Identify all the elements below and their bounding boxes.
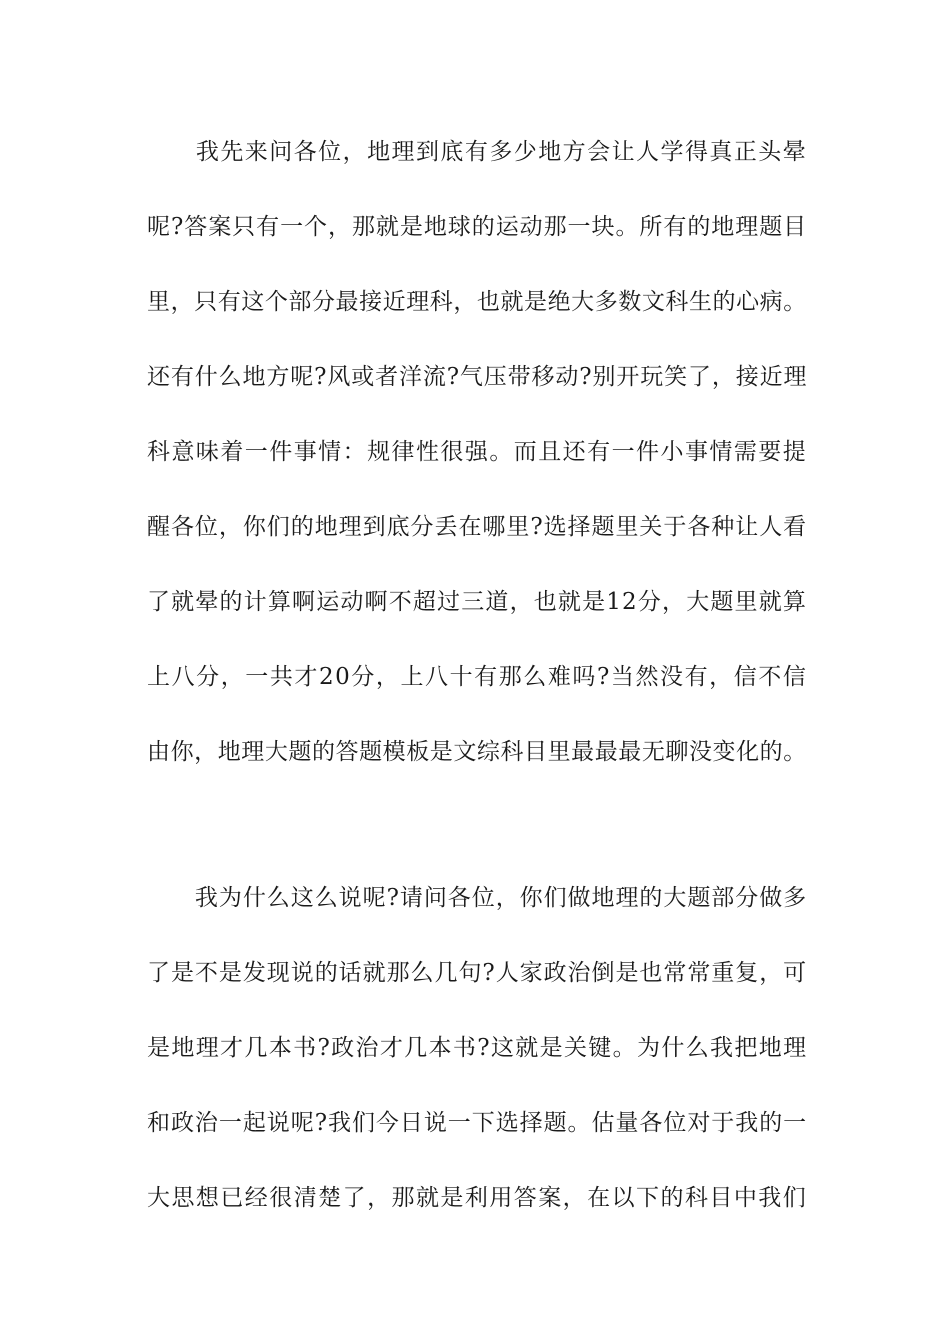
- text-line: 了就晕的计算啊运动啊不超过三道，也就是12分，大题里就算: [147, 589, 808, 615]
- text-line: 大思想已经很清楚了，那就是利用答案，在以下的科目中我们: [147, 1185, 808, 1211]
- text-line: 科意味着一件事情：规律性很强。而且还有一件小事情需要提: [147, 439, 808, 465]
- text-line: 我为什么这么说呢?请问各位，你们做地理的大题部分做多: [147, 885, 808, 911]
- text-line: 我先来问各位，地理到底有多少地方会让人学得真正头晕: [147, 139, 808, 165]
- text-line: 里，只有这个部分最接近理科，也就是绝大多数文科生的心病。: [147, 289, 807, 315]
- text-line: 醒各位，你们的地理到底分丢在哪里?选择题里关于各种让人看: [147, 514, 808, 540]
- text-line: 了是不是发现说的话就那么几句?人家政治倒是也常常重复，可: [147, 960, 808, 986]
- text-line: 上八分，一共才20分，上八十有那么难吗?当然没有，信不信: [147, 664, 808, 690]
- text-line: 是地理才几本书?政治才几本书?这就是关键。为什么我把地理: [147, 1035, 808, 1061]
- text-line: 和政治一起说呢?我们今日说一下选择题。估量各位对于我的一: [147, 1110, 808, 1136]
- text-line: 由你，地理大题的答题模板是文综科目里最最最无聊没变化的。: [147, 739, 807, 765]
- text-line: 还有什么地方呢?风或者洋流?气压带移动?别开玩笑了，接近理: [147, 364, 808, 390]
- text-line: 呢?答案只有一个，那就是地球的运动那一块。所有的地理题目: [147, 214, 808, 240]
